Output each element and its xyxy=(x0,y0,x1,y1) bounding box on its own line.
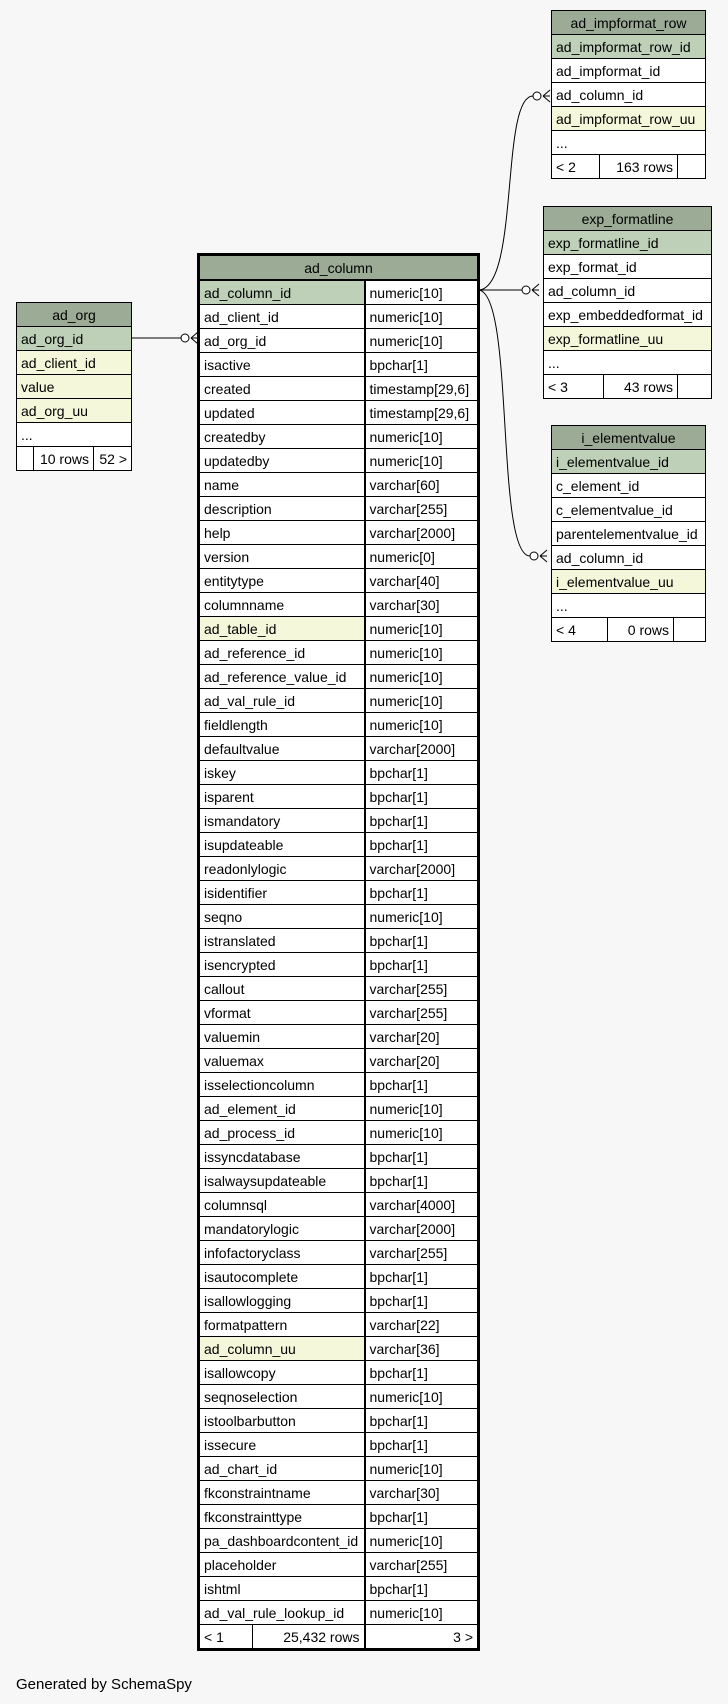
column-type: numeric[10] xyxy=(365,1385,479,1409)
column-primary-key: exp_formatline_id xyxy=(544,231,712,255)
column-name: isparent xyxy=(199,785,365,809)
column-type: numeric[10] xyxy=(365,665,479,689)
table-title[interactable]: ad_column xyxy=(199,255,479,281)
column-row xyxy=(199,833,479,857)
parents-link[interactable]: < 2 xyxy=(552,155,600,179)
column-type: varchar[255] xyxy=(365,977,479,1001)
column-primary-key: ad_column_id xyxy=(199,280,365,305)
column-name: updated xyxy=(199,401,365,425)
column-type: bpchar[1] xyxy=(365,785,479,809)
column-indexed: value xyxy=(17,375,132,399)
column-row xyxy=(199,953,479,977)
footer-credit: Generated by SchemaSpy xyxy=(16,1676,192,1693)
column-type: numeric[10] xyxy=(365,1457,479,1481)
column-name: updatedby xyxy=(199,449,365,473)
column-row xyxy=(199,305,479,329)
column-row xyxy=(199,329,479,353)
column-row xyxy=(199,1193,479,1217)
column-row xyxy=(199,1049,479,1073)
column-name: isencrypted xyxy=(199,953,365,977)
row-count: 163 rows xyxy=(600,155,678,179)
column-name: description xyxy=(199,497,365,521)
column-name: pa_dashboardcontent_id xyxy=(199,1529,365,1553)
column-row xyxy=(199,1073,479,1097)
column-name: istranslated xyxy=(199,929,365,953)
column-indexed: ad_table_id xyxy=(199,617,365,641)
column-type: bpchar[1] xyxy=(365,1361,479,1385)
column-type: bpchar[1] xyxy=(365,1505,479,1529)
column-type: numeric[10] xyxy=(365,1097,479,1121)
column-type: numeric[10] xyxy=(365,1121,479,1145)
column-row xyxy=(199,1121,479,1145)
row-count: 43 rows xyxy=(604,375,678,399)
column-type: bpchar[1] xyxy=(365,833,479,857)
column-name: ad_client_id xyxy=(199,305,365,329)
column-row xyxy=(199,1313,479,1337)
more-columns: ... xyxy=(552,131,706,155)
parents-link[interactable]: < 3 xyxy=(544,375,604,399)
column-name: isactive xyxy=(199,353,365,377)
column-type: numeric[10] xyxy=(365,280,479,305)
column-type: bpchar[1] xyxy=(365,1073,479,1097)
column-row xyxy=(199,280,479,305)
column-row xyxy=(199,761,479,785)
parents-link[interactable]: < 4 xyxy=(552,618,608,642)
table-title[interactable]: ad_impformat_row xyxy=(552,11,706,35)
table-ad-impformat-row[interactable] xyxy=(551,10,706,179)
column-type: varchar[36] xyxy=(365,1337,479,1361)
column-type: numeric[10] xyxy=(365,905,479,929)
column-type: bpchar[1] xyxy=(365,1577,479,1601)
row-count: 25,432 rows xyxy=(253,1625,365,1650)
column-name: fieldlength xyxy=(199,713,365,737)
column-name: created xyxy=(199,377,365,401)
column-name: columnname xyxy=(199,593,365,617)
column-row xyxy=(199,1241,479,1265)
column-row xyxy=(199,1529,479,1553)
column-row xyxy=(199,353,479,377)
column-name: valuemin xyxy=(199,1025,365,1049)
column-row xyxy=(199,1289,479,1313)
table-exp-formatline[interactable] xyxy=(543,206,712,399)
column-name: fkconstraintname xyxy=(199,1481,365,1505)
column-type: bpchar[1] xyxy=(365,1169,479,1193)
table-ad-column[interactable] xyxy=(197,253,480,1651)
column-indexed: i_elementvalue_uu xyxy=(552,570,706,594)
edge-i-elementvalue xyxy=(478,290,530,556)
column-row xyxy=(199,665,479,689)
column-type: bpchar[1] xyxy=(365,1409,479,1433)
column-name: isallowcopy xyxy=(199,1361,365,1385)
row-count: 0 rows xyxy=(608,618,674,642)
column-name: isallowlogging xyxy=(199,1289,365,1313)
children-link[interactable]: 52 > xyxy=(94,447,132,471)
column: ad_column_id xyxy=(552,546,706,570)
column: c_element_id xyxy=(552,474,706,498)
edge-crowfoot xyxy=(543,90,550,102)
column-type: varchar[30] xyxy=(365,593,479,617)
column-row xyxy=(199,1265,479,1289)
column-indexed: ad_impformat_row_uu xyxy=(552,107,706,131)
column-name: isselectioncolumn xyxy=(199,1073,365,1097)
column-row xyxy=(199,593,479,617)
more-columns: ... xyxy=(17,423,132,447)
column-row xyxy=(199,1169,479,1193)
column: exp_embeddedformat_id xyxy=(544,303,712,327)
column-type: timestamp[29,6] xyxy=(365,401,479,425)
column-row xyxy=(199,1577,479,1601)
column-name: issecure xyxy=(199,1433,365,1457)
column-name: valuemax xyxy=(199,1049,365,1073)
column-name: ishtml xyxy=(199,1577,365,1601)
edge-crowfoot xyxy=(540,550,547,562)
column: c_elementvalue_id xyxy=(552,498,706,522)
column-name: ad_reference_value_id xyxy=(199,665,365,689)
column: ad_column_id xyxy=(544,279,712,303)
column-type: numeric[10] xyxy=(365,713,479,737)
column-indexed: ad_org_uu xyxy=(17,399,132,423)
column-type: numeric[10] xyxy=(365,305,479,329)
column-type: numeric[10] xyxy=(365,689,479,713)
column-row xyxy=(199,809,479,833)
column-type: bpchar[1] xyxy=(365,1265,479,1289)
column-type: bpchar[1] xyxy=(365,809,479,833)
column-row xyxy=(199,425,479,449)
parents-link[interactable]: < 1 xyxy=(199,1625,253,1650)
column-name: seqnoselection xyxy=(199,1385,365,1409)
column-row xyxy=(199,449,479,473)
edge-crowfoot xyxy=(532,284,539,296)
column-row xyxy=(199,1361,479,1385)
column-type: varchar[30] xyxy=(365,1481,479,1505)
column-name: ad_reference_id xyxy=(199,641,365,665)
column-indexed: ad_column_uu xyxy=(199,1337,365,1361)
column: ad_column_id xyxy=(552,83,706,107)
column-name: ad_val_rule_lookup_id xyxy=(199,1601,365,1625)
column-row xyxy=(199,689,479,713)
column-type: varchar[20] xyxy=(365,1025,479,1049)
column-name: issyncdatabase xyxy=(199,1145,365,1169)
column-name: callout xyxy=(199,977,365,1001)
column-type: varchar[255] xyxy=(365,1241,479,1265)
column-row xyxy=(199,785,479,809)
column-row xyxy=(199,521,479,545)
column-type: bpchar[1] xyxy=(365,1289,479,1313)
column-name: ad_val_rule_id xyxy=(199,689,365,713)
table-i-elementvalue[interactable] xyxy=(551,425,706,642)
table-ad-org[interactable] xyxy=(16,302,132,471)
column-name: istoolbarbutton xyxy=(199,1409,365,1433)
column-row xyxy=(199,1385,479,1409)
column-row xyxy=(199,1409,479,1433)
column-type: varchar[2000] xyxy=(365,1217,479,1241)
column-row xyxy=(199,977,479,1001)
column-name: ismandatory xyxy=(199,809,365,833)
column-name: version xyxy=(199,545,365,569)
column-name: vformat xyxy=(199,1001,365,1025)
column-name: isupdateable xyxy=(199,833,365,857)
column-name: mandatorylogic xyxy=(199,1217,365,1241)
table-title[interactable]: exp_formatline xyxy=(544,207,712,231)
column-row xyxy=(199,1601,479,1625)
column-row xyxy=(199,473,479,497)
column-name: name xyxy=(199,473,365,497)
column-row xyxy=(199,377,479,401)
column-indexed: exp_formatline_uu xyxy=(544,327,712,351)
column-type: varchar[255] xyxy=(365,1001,479,1025)
column-row xyxy=(199,1481,479,1505)
column-type: bpchar[1] xyxy=(365,1145,479,1169)
column-type: timestamp[29,6] xyxy=(365,377,479,401)
column-name: defaultvalue xyxy=(199,737,365,761)
column-name: formatpattern xyxy=(199,1313,365,1337)
column-row xyxy=(199,1337,479,1361)
column-type: varchar[40] xyxy=(365,569,479,593)
column-name: seqno xyxy=(199,905,365,929)
column-name: createdby xyxy=(199,425,365,449)
column-indexed: ad_client_id xyxy=(17,351,132,375)
column-type: varchar[60] xyxy=(365,473,479,497)
parents-link xyxy=(17,447,34,471)
column-row xyxy=(199,1025,479,1049)
column-name: iskey xyxy=(199,761,365,785)
children-link xyxy=(678,155,706,179)
column-primary-key: ad_org_id xyxy=(17,327,132,351)
column-name: ad_chart_id xyxy=(199,1457,365,1481)
column-row xyxy=(199,617,479,641)
row-count: 10 rows xyxy=(34,447,94,471)
column-row xyxy=(199,401,479,425)
column-type: numeric[10] xyxy=(365,617,479,641)
column: parentelementvalue_id xyxy=(552,522,706,546)
column-name: readonlylogic xyxy=(199,857,365,881)
column-name: ad_element_id xyxy=(199,1097,365,1121)
column-row xyxy=(199,905,479,929)
column-type: varchar[20] xyxy=(365,1049,479,1073)
column: exp_format_id xyxy=(544,255,712,279)
column-type: numeric[0] xyxy=(365,545,479,569)
column-row xyxy=(199,545,479,569)
column-row xyxy=(199,857,479,881)
column-type: varchar[255] xyxy=(365,497,479,521)
column-type: numeric[10] xyxy=(365,1529,479,1553)
column-type: varchar[2000] xyxy=(365,737,479,761)
column-row xyxy=(199,881,479,905)
table-title[interactable]: ad_org xyxy=(17,303,132,327)
column-type: bpchar[1] xyxy=(365,761,479,785)
column-name: isautocomplete xyxy=(199,1265,365,1289)
children-link[interactable]: 3 > xyxy=(365,1625,479,1650)
column-type: numeric[10] xyxy=(365,425,479,449)
column-name: isidentifier xyxy=(199,881,365,905)
edge-ad-impformat-row xyxy=(478,96,533,290)
column-row xyxy=(199,1217,479,1241)
column-type: numeric[10] xyxy=(365,1601,479,1625)
column-row xyxy=(199,1433,479,1457)
column-type: varchar[2000] xyxy=(365,521,479,545)
more-columns: ... xyxy=(544,351,712,375)
column-row xyxy=(199,569,479,593)
column-type: bpchar[1] xyxy=(365,929,479,953)
edge-end-circle xyxy=(530,552,538,560)
column-name: placeholder xyxy=(199,1553,365,1577)
edge-end-circle xyxy=(181,334,189,342)
more-columns: ... xyxy=(552,594,706,618)
column-name: fkconstrainttype xyxy=(199,1505,365,1529)
column-primary-key: i_elementvalue_id xyxy=(552,450,706,474)
column-type: varchar[4000] xyxy=(365,1193,479,1217)
column-row xyxy=(199,1097,479,1121)
column-name: help xyxy=(199,521,365,545)
column-row xyxy=(199,1457,479,1481)
children-link xyxy=(678,375,712,399)
column-row xyxy=(199,641,479,665)
column-name: entitytype xyxy=(199,569,365,593)
column-row xyxy=(199,1505,479,1529)
column-name: ad_process_id xyxy=(199,1121,365,1145)
column-row xyxy=(199,713,479,737)
column-type: bpchar[1] xyxy=(365,353,479,377)
column-row xyxy=(199,929,479,953)
column-row xyxy=(199,1145,479,1169)
table-title[interactable]: i_elementvalue xyxy=(552,426,706,450)
column-name: ad_org_id xyxy=(199,329,365,353)
column-row xyxy=(199,1553,479,1577)
column-type: bpchar[1] xyxy=(365,881,479,905)
column-row xyxy=(199,1001,479,1025)
column-type: bpchar[1] xyxy=(365,1433,479,1457)
column-row xyxy=(199,497,479,521)
column-type: varchar[22] xyxy=(365,1313,479,1337)
edge-end-circle xyxy=(533,92,541,100)
column-primary-key: ad_impformat_row_id xyxy=(552,35,706,59)
column-type: numeric[10] xyxy=(365,449,479,473)
column-type: bpchar[1] xyxy=(365,953,479,977)
column-name: columnsql xyxy=(199,1193,365,1217)
column-type: numeric[10] xyxy=(365,329,479,353)
edge-end-circle xyxy=(522,286,530,294)
column-row xyxy=(199,737,479,761)
column: ad_impformat_id xyxy=(552,59,706,83)
children-link xyxy=(674,618,706,642)
column-name: infofactoryclass xyxy=(199,1241,365,1265)
column-type: numeric[10] xyxy=(365,641,479,665)
column-type: varchar[255] xyxy=(365,1553,479,1577)
column-type: varchar[2000] xyxy=(365,857,479,881)
column-name: isalwaysupdateable xyxy=(199,1169,365,1193)
